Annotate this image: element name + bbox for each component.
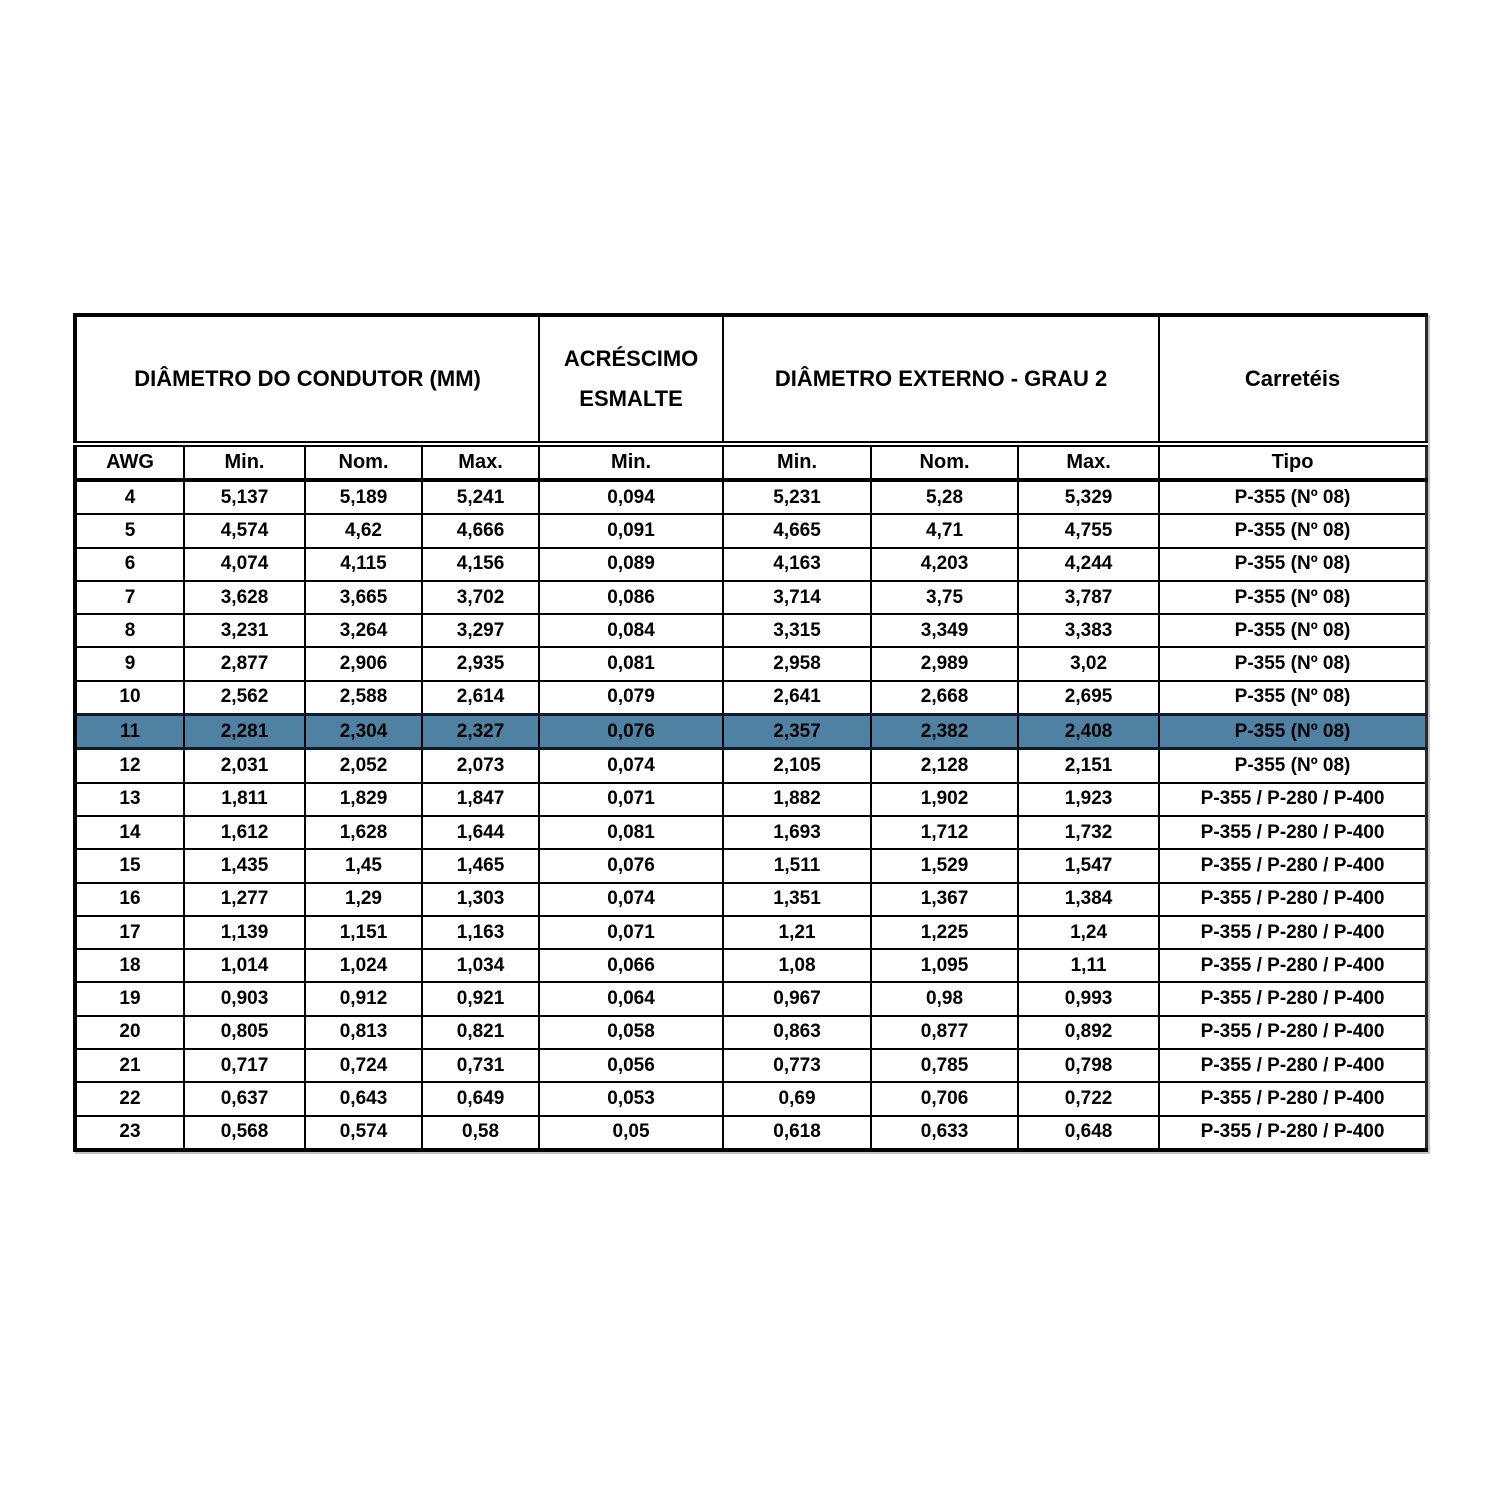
cell-externo-max: 0,722 <box>1018 1082 1159 1115</box>
cell-externo-nom: 3,349 <box>871 614 1018 647</box>
cell-esmalte-min: 0,091 <box>539 514 723 547</box>
cell-conductor-nom: 1,024 <box>305 949 422 982</box>
cell-conductor-nom: 0,912 <box>305 982 422 1015</box>
wire-gauge-spec-table <box>73 313 1428 1152</box>
cell-conductor-nom: 5,189 <box>305 480 422 514</box>
cell-externo-nom: 0,706 <box>871 1082 1018 1115</box>
cell-conductor-nom: 0,643 <box>305 1082 422 1115</box>
cell-externo-nom: 2,382 <box>871 715 1018 749</box>
cell-esmalte-min: 0,079 <box>539 681 723 715</box>
table-row <box>75 480 1427 514</box>
cell-externo-nom: 1,712 <box>871 816 1018 849</box>
cell-externo-max: 3,383 <box>1018 614 1159 647</box>
column-header-nom2: Nom. <box>871 444 1018 480</box>
cell-conductor-max: 0,731 <box>422 1049 539 1082</box>
cell-conductor-max: 1,465 <box>422 849 539 882</box>
cell-externo-max: 2,408 <box>1018 715 1159 749</box>
cell-esmalte-min: 0,056 <box>539 1049 723 1082</box>
table-row <box>75 548 1427 581</box>
cell-conductor-min: 5,137 <box>184 480 305 514</box>
cell-externo-max: 0,892 <box>1018 1016 1159 1049</box>
cell-externo-min: 2,105 <box>723 749 871 783</box>
column-header-max1: Max. <box>422 444 539 480</box>
table-row <box>75 783 1427 816</box>
cell-conductor-nom: 0,724 <box>305 1049 422 1082</box>
cell-conductor-max: 0,921 <box>422 982 539 1015</box>
cell-conductor-min: 0,637 <box>184 1082 305 1115</box>
cell-tipo: P-355 / P-280 / P-400 <box>1159 1049 1426 1082</box>
cell-externo-max: 0,798 <box>1018 1049 1159 1082</box>
cell-conductor-max: 1,303 <box>422 883 539 916</box>
cell-externo-nom: 0,98 <box>871 982 1018 1015</box>
cell-externo-max: 4,244 <box>1018 548 1159 581</box>
cell-awg: 6 <box>75 548 184 581</box>
cell-conductor-min: 2,031 <box>184 749 305 783</box>
cell-awg: 9 <box>75 647 184 680</box>
cell-conductor-min: 1,612 <box>184 816 305 849</box>
header-group-external-diameter: DIÂMETRO EXTERNO - GRAU 2 <box>723 315 1159 444</box>
cell-externo-max: 3,02 <box>1018 647 1159 680</box>
cell-conductor-max: 1,034 <box>422 949 539 982</box>
table-row <box>75 715 1427 749</box>
cell-tipo: P-355 (Nº 08) <box>1159 715 1426 749</box>
cell-tipo: P-355 (Nº 08) <box>1159 548 1426 581</box>
cell-conductor-max: 2,073 <box>422 749 539 783</box>
cell-tipo: P-355 / P-280 / P-400 <box>1159 883 1426 916</box>
column-header-tipo: Tipo <box>1159 444 1426 480</box>
cell-esmalte-min: 0,071 <box>539 783 723 816</box>
table-row <box>75 749 1427 783</box>
cell-externo-max: 1,24 <box>1018 916 1159 949</box>
cell-conductor-nom: 2,588 <box>305 681 422 715</box>
cell-awg: 4 <box>75 480 184 514</box>
cell-conductor-max: 2,935 <box>422 647 539 680</box>
table-row <box>75 883 1427 916</box>
cell-externo-nom: 0,633 <box>871 1116 1018 1150</box>
cell-conductor-min: 0,717 <box>184 1049 305 1082</box>
cell-conductor-max: 1,644 <box>422 816 539 849</box>
column-header-nom1: Nom. <box>305 444 422 480</box>
cell-conductor-nom: 3,264 <box>305 614 422 647</box>
cell-conductor-min: 2,877 <box>184 647 305 680</box>
cell-externo-min: 2,357 <box>723 715 871 749</box>
cell-conductor-max: 0,649 <box>422 1082 539 1115</box>
cell-externo-nom: 2,128 <box>871 749 1018 783</box>
cell-conductor-min: 3,628 <box>184 581 305 614</box>
cell-conductor-nom: 1,829 <box>305 783 422 816</box>
cell-tipo: P-355 (Nº 08) <box>1159 480 1426 514</box>
cell-externo-nom: 4,203 <box>871 548 1018 581</box>
cell-externo-min: 1,511 <box>723 849 871 882</box>
table-body <box>75 480 1427 1150</box>
cell-conductor-nom: 2,052 <box>305 749 422 783</box>
cell-externo-nom: 0,877 <box>871 1016 1018 1049</box>
cell-awg: 14 <box>75 816 184 849</box>
cell-conductor-max: 5,241 <box>422 480 539 514</box>
cell-conductor-max: 4,666 <box>422 514 539 547</box>
cell-externo-min: 1,882 <box>723 783 871 816</box>
table-row <box>75 982 1427 1015</box>
cell-esmalte-min: 0,081 <box>539 647 723 680</box>
cell-conductor-nom: 1,45 <box>305 849 422 882</box>
cell-conductor-min: 3,231 <box>184 614 305 647</box>
cell-esmalte-min: 0,076 <box>539 849 723 882</box>
cell-externo-nom: 1,902 <box>871 783 1018 816</box>
cell-conductor-max: 3,297 <box>422 614 539 647</box>
cell-conductor-max: 4,156 <box>422 548 539 581</box>
cell-conductor-max: 1,847 <box>422 783 539 816</box>
cell-externo-max: 1,547 <box>1018 849 1159 882</box>
cell-conductor-nom: 4,62 <box>305 514 422 547</box>
cell-tipo: P-355 / P-280 / P-400 <box>1159 849 1426 882</box>
cell-conductor-min: 4,574 <box>184 514 305 547</box>
cell-conductor-nom: 1,628 <box>305 816 422 849</box>
cell-awg: 8 <box>75 614 184 647</box>
cell-awg: 16 <box>75 883 184 916</box>
cell-externo-min: 1,21 <box>723 916 871 949</box>
cell-externo-nom: 5,28 <box>871 480 1018 514</box>
cell-externo-max: 1,923 <box>1018 783 1159 816</box>
cell-conductor-nom: 1,29 <box>305 883 422 916</box>
table-row <box>75 1116 1427 1150</box>
cell-awg: 10 <box>75 681 184 715</box>
cell-awg: 5 <box>75 514 184 547</box>
cell-externo-min: 1,351 <box>723 883 871 916</box>
cell-conductor-max: 1,163 <box>422 916 539 949</box>
cell-externo-max: 4,755 <box>1018 514 1159 547</box>
cell-awg: 21 <box>75 1049 184 1082</box>
cell-conductor-max: 0,58 <box>422 1116 539 1150</box>
cell-externo-min: 5,231 <box>723 480 871 514</box>
cell-awg: 7 <box>75 581 184 614</box>
cell-externo-min: 0,967 <box>723 982 871 1015</box>
cell-conductor-max: 0,821 <box>422 1016 539 1049</box>
cell-esmalte-min: 0,074 <box>539 883 723 916</box>
table-row <box>75 816 1427 849</box>
header-group-row <box>75 315 1427 444</box>
cell-awg: 13 <box>75 783 184 816</box>
table-row <box>75 647 1427 680</box>
header-group-conductor-diameter: DIÂMETRO DO CONDUTOR (MM) <box>75 315 539 444</box>
cell-tipo: P-355 (Nº 08) <box>1159 681 1426 715</box>
cell-externo-min: 4,665 <box>723 514 871 547</box>
cell-esmalte-min: 0,076 <box>539 715 723 749</box>
table-row <box>75 949 1427 982</box>
cell-awg: 18 <box>75 949 184 982</box>
cell-conductor-nom: 0,574 <box>305 1116 422 1150</box>
cell-externo-min: 0,863 <box>723 1016 871 1049</box>
table-row <box>75 1049 1427 1082</box>
cell-tipo: P-355 / P-280 / P-400 <box>1159 949 1426 982</box>
cell-externo-min: 1,693 <box>723 816 871 849</box>
cell-externo-min: 0,69 <box>723 1082 871 1115</box>
cell-tipo: P-355 / P-280 / P-400 <box>1159 816 1426 849</box>
cell-externo-min: 3,315 <box>723 614 871 647</box>
cell-externo-min: 0,773 <box>723 1049 871 1082</box>
cell-esmalte-min: 0,081 <box>539 816 723 849</box>
cell-externo-nom: 1,367 <box>871 883 1018 916</box>
cell-externo-min: 0,618 <box>723 1116 871 1150</box>
column-header-awg: AWG <box>75 444 184 480</box>
wire-gauge-table-container <box>73 313 1428 1152</box>
cell-conductor-min: 2,281 <box>184 715 305 749</box>
column-header-min-esmalte: Min. <box>539 444 723 480</box>
cell-tipo: P-355 (Nº 08) <box>1159 581 1426 614</box>
cell-externo-nom: 1,529 <box>871 849 1018 882</box>
column-header-max2: Max. <box>1018 444 1159 480</box>
cell-externo-max: 0,648 <box>1018 1116 1159 1150</box>
cell-conductor-min: 4,074 <box>184 548 305 581</box>
cell-awg: 23 <box>75 1116 184 1150</box>
cell-conductor-min: 1,277 <box>184 883 305 916</box>
column-header-row <box>75 444 1427 480</box>
header-group-spools: Carretéis <box>1159 315 1426 444</box>
cell-awg: 15 <box>75 849 184 882</box>
cell-awg: 22 <box>75 1082 184 1115</box>
cell-awg: 20 <box>75 1016 184 1049</box>
table-row <box>75 581 1427 614</box>
cell-esmalte-min: 0,064 <box>539 982 723 1015</box>
cell-externo-nom: 3,75 <box>871 581 1018 614</box>
cell-externo-nom: 0,785 <box>871 1049 1018 1082</box>
cell-tipo: P-355 (Nº 08) <box>1159 749 1426 783</box>
cell-tipo: P-355 / P-280 / P-400 <box>1159 1116 1426 1150</box>
cell-tipo: P-355 / P-280 / P-400 <box>1159 783 1426 816</box>
cell-esmalte-min: 0,058 <box>539 1016 723 1049</box>
cell-externo-nom: 2,989 <box>871 647 1018 680</box>
table-row <box>75 849 1427 882</box>
cell-conductor-min: 1,435 <box>184 849 305 882</box>
column-header-min1: Min. <box>184 444 305 480</box>
cell-conductor-nom: 2,304 <box>305 715 422 749</box>
cell-conductor-min: 2,562 <box>184 681 305 715</box>
cell-externo-max: 3,787 <box>1018 581 1159 614</box>
cell-conductor-max: 2,614 <box>422 681 539 715</box>
cell-conductor-min: 1,014 <box>184 949 305 982</box>
table-row <box>75 1016 1427 1049</box>
cell-conductor-nom: 2,906 <box>305 647 422 680</box>
cell-conductor-nom: 1,151 <box>305 916 422 949</box>
cell-externo-max: 2,151 <box>1018 749 1159 783</box>
cell-awg: 19 <box>75 982 184 1015</box>
cell-conductor-nom: 3,665 <box>305 581 422 614</box>
table-row <box>75 916 1427 949</box>
cell-conductor-min: 1,811 <box>184 783 305 816</box>
cell-awg: 17 <box>75 916 184 949</box>
cell-tipo: P-355 / P-280 / P-400 <box>1159 1016 1426 1049</box>
cell-tipo: P-355 (Nº 08) <box>1159 514 1426 547</box>
cell-tipo: P-355 (Nº 08) <box>1159 614 1426 647</box>
cell-tipo: P-355 / P-280 / P-400 <box>1159 1082 1426 1115</box>
cell-externo-min: 2,641 <box>723 681 871 715</box>
cell-conductor-max: 3,702 <box>422 581 539 614</box>
cell-awg: 12 <box>75 749 184 783</box>
cell-conductor-min: 0,568 <box>184 1116 305 1150</box>
cell-esmalte-min: 0,084 <box>539 614 723 647</box>
cell-tipo: P-355 / P-280 / P-400 <box>1159 982 1426 1015</box>
cell-externo-min: 3,714 <box>723 581 871 614</box>
table-row <box>75 681 1427 715</box>
cell-conductor-nom: 0,813 <box>305 1016 422 1049</box>
cell-esmalte-min: 0,071 <box>539 916 723 949</box>
cell-conductor-min: 0,805 <box>184 1016 305 1049</box>
cell-esmalte-min: 0,074 <box>539 749 723 783</box>
cell-esmalte-min: 0,066 <box>539 949 723 982</box>
cell-externo-max: 1,384 <box>1018 883 1159 916</box>
table-row <box>75 514 1427 547</box>
cell-externo-max: 0,993 <box>1018 982 1159 1015</box>
header-group-enamel-increment: ACRÉSCIMO ESMALTE <box>539 315 723 444</box>
cell-tipo: P-355 / P-280 / P-400 <box>1159 916 1426 949</box>
table-row <box>75 1082 1427 1115</box>
cell-externo-nom: 1,095 <box>871 949 1018 982</box>
cell-conductor-min: 0,903 <box>184 982 305 1015</box>
cell-externo-min: 2,958 <box>723 647 871 680</box>
cell-externo-max: 2,695 <box>1018 681 1159 715</box>
cell-esmalte-min: 0,053 <box>539 1082 723 1115</box>
cell-conductor-max: 2,327 <box>422 715 539 749</box>
cell-externo-max: 1,11 <box>1018 949 1159 982</box>
cell-externo-nom: 2,668 <box>871 681 1018 715</box>
table-row <box>75 614 1427 647</box>
cell-externo-nom: 4,71 <box>871 514 1018 547</box>
cell-externo-min: 1,08 <box>723 949 871 982</box>
cell-esmalte-min: 0,089 <box>539 548 723 581</box>
cell-conductor-min: 1,139 <box>184 916 305 949</box>
cell-esmalte-min: 0,094 <box>539 480 723 514</box>
cell-conductor-nom: 4,115 <box>305 548 422 581</box>
cell-awg: 11 <box>75 715 184 749</box>
cell-externo-max: 1,732 <box>1018 816 1159 849</box>
cell-externo-max: 5,329 <box>1018 480 1159 514</box>
cell-esmalte-min: 0,086 <box>539 581 723 614</box>
cell-externo-nom: 1,225 <box>871 916 1018 949</box>
column-header-min2: Min. <box>723 444 871 480</box>
cell-tipo: P-355 (Nº 08) <box>1159 647 1426 680</box>
cell-esmalte-min: 0,05 <box>539 1116 723 1150</box>
cell-externo-min: 4,163 <box>723 548 871 581</box>
